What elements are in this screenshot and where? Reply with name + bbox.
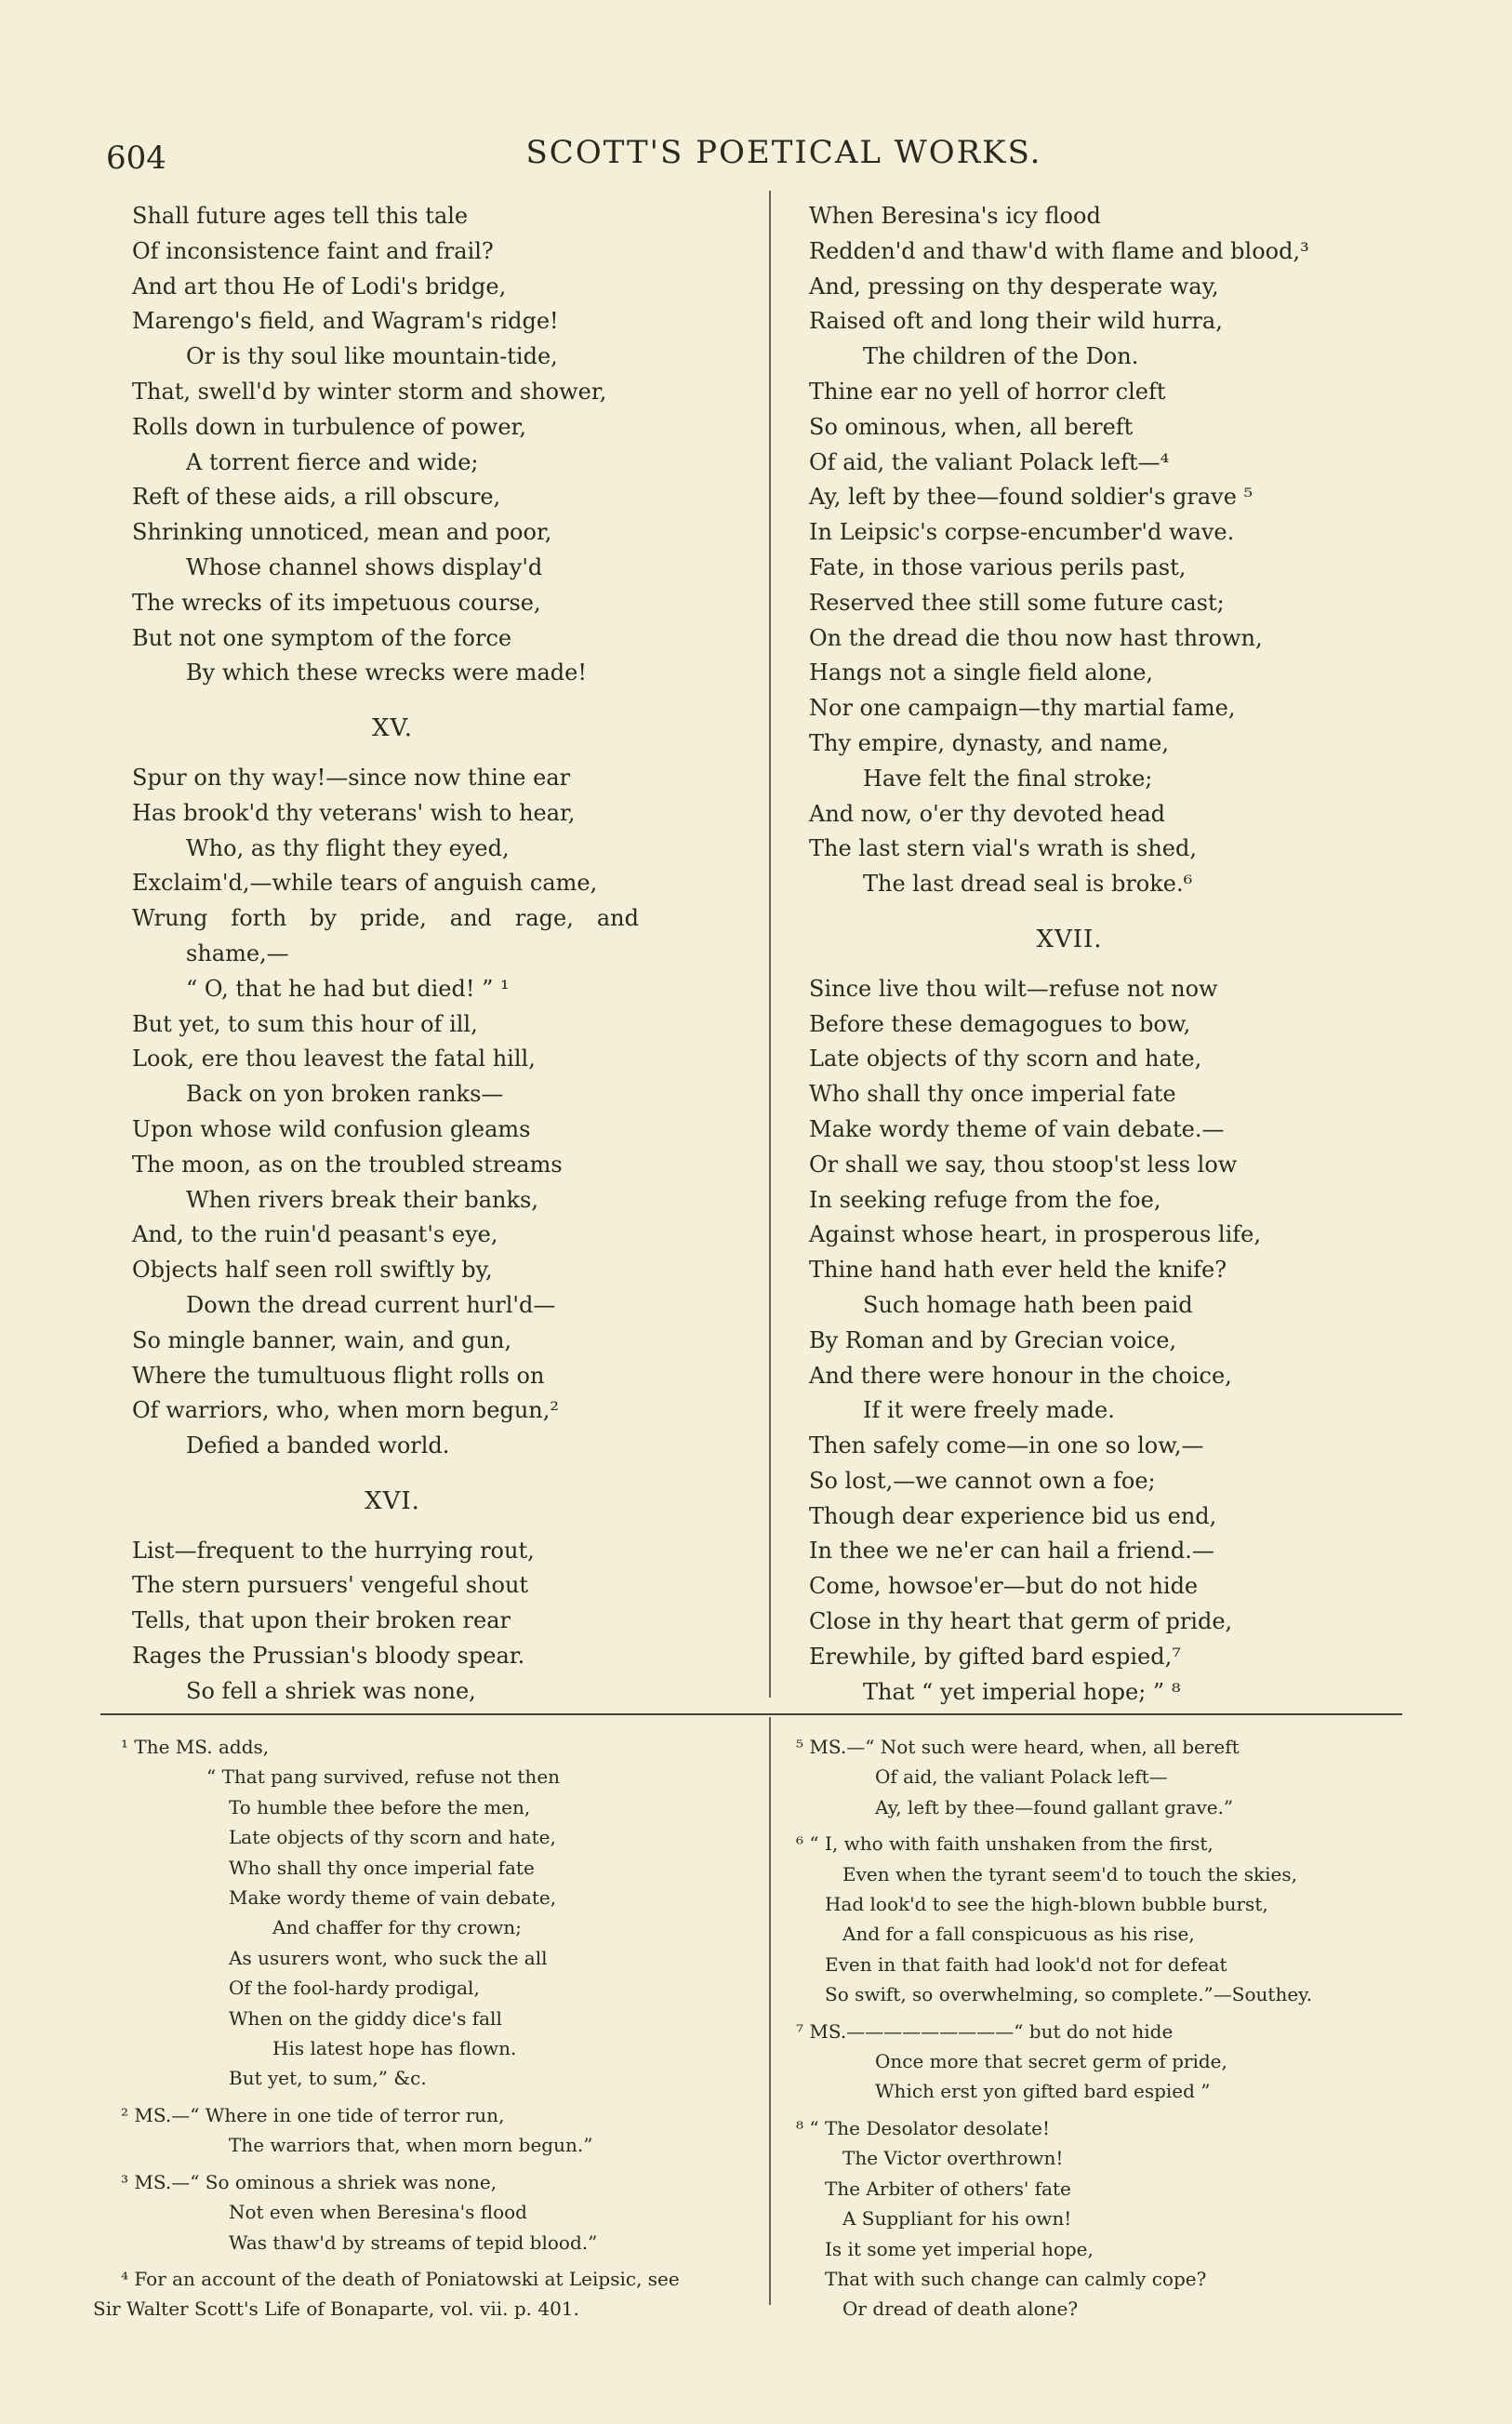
verse-line: By Roman and by Grecian voice,	[809, 1326, 1177, 1353]
verse-line: A torrent fierce and wide;	[186, 448, 479, 475]
footnote-line: ⁷ MS.—————————“ but do not hide	[796, 2019, 1174, 2043]
column-divider	[769, 191, 771, 1698]
footnote-line: Was thaw'd by streams of tepid blood.”	[229, 2231, 598, 2254]
verse-line: In thee we ne'er can hail a friend.—	[809, 1538, 1214, 1565]
footnote-line: ² MS.—“ Where in one tide of terror run,	[121, 2103, 505, 2126]
verse-line: So mingle banner, wain, and gun,	[132, 1326, 512, 1353]
page-number: 604	[106, 140, 166, 177]
verse-line: And now, o'er thy devoted head	[809, 800, 1166, 827]
verse-line: Have felt the final stroke;	[863, 765, 1153, 792]
footnote-line: The Arbiter of others' fate	[825, 2177, 1071, 2200]
footnote-line: Which erst yon gifted bard espied ”	[875, 2080, 1211, 2103]
verse-line: Come, howsoe'er—but do not hide	[809, 1573, 1199, 1600]
verse-line: The children of the Don.	[863, 343, 1139, 370]
verse-line: Has brook'd thy veterans' wish to hear,	[132, 799, 576, 826]
verse-line: Of aid, the valiant Polack left—⁴	[809, 448, 1170, 475]
verse-line: If it were freely made.	[863, 1397, 1115, 1424]
verse-line: Reserved thee still some future cast;	[809, 589, 1225, 616]
footnote-line: As usurers wont, who suck the all	[229, 1946, 548, 1969]
verse-line: When rivers break their banks,	[186, 1186, 538, 1213]
footnotes-right	[0, 1732, 1512, 2324]
verse-line: Upon whose wild confusion gleams	[132, 1115, 531, 1142]
verse-line: Close in thy heart that germ of pride,	[809, 1608, 1233, 1635]
footnote-line: The Victor overthrown!	[842, 2147, 1064, 2170]
stanza-heading: XVI.	[365, 1486, 420, 1515]
verse-line: In Leipsic's corpse-encumber'd wave.	[809, 519, 1235, 546]
verse-line: shame,—	[186, 939, 289, 966]
verse-line: So ominous, when, all bereft	[809, 413, 1134, 440]
verse-line: Thine ear no yell of horror cleft	[809, 378, 1166, 405]
verse-line: Though dear experience bid us end,	[809, 1502, 1217, 1529]
verse-line: Marengo's field, and Wagram's ridge!	[132, 308, 559, 335]
verse-line: Defied a banded world.	[186, 1432, 450, 1459]
footnote-rule	[100, 1713, 1402, 1715]
verse-line: Look, ere thou leavest the fatal hill,	[132, 1046, 536, 1072]
footnote-line: A Suppliant for his own!	[842, 2207, 1072, 2231]
verse-line: By which these wrecks were made!	[186, 659, 587, 686]
verse-line: In seeking refuge from the foe,	[809, 1186, 1161, 1213]
footnote-line: But yet, to sum,” &c.	[229, 2067, 427, 2090]
verse-line: The last stern vial's wrath is shed,	[809, 835, 1197, 862]
footnote-line: ⁴ For an account of the death of Poniatowski at Leipsic, see	[121, 2267, 680, 2290]
verse-line: Fate, in those various perils past,	[809, 553, 1187, 580]
footnote-line: Even when the tyrant seem'd to touch the skies,	[842, 1862, 1297, 1885]
verse-line: On the dread die thou now hast thrown,	[809, 624, 1263, 651]
footnote-line: His latest hope has flown.	[272, 2037, 517, 2060]
verse-line: Erewhile, by gifted bard espied,⁷	[809, 1643, 1181, 1670]
verse-line: And, to the ruin'd peasant's eye,	[132, 1221, 498, 1248]
verse-line: List—frequent to the hurrying rout,	[132, 1537, 535, 1564]
verse-line: Since live thou wilt—refuse not now	[809, 975, 1218, 1002]
footnote-line: ⁵ MS.—“ Not such were heard, when, all bereft	[796, 1736, 1240, 1758]
footnote-line: Sir Walter Scott's Life of Bonaparte, vol. vii. p. 401.	[93, 2297, 579, 2321]
verse-line: Rolls down in turbulence of power,	[132, 413, 527, 440]
footnote-line: Late objects of thy scorn and hate,	[229, 1826, 556, 1849]
verse-line: Hangs not a single field alone,	[809, 659, 1154, 686]
verse-line: Rages the Prussian's bloody spear.	[132, 1643, 525, 1670]
verse-line-justified: Wrung forth by pride, and rage, and	[132, 905, 639, 932]
verse-line: Who shall thy once imperial fate	[809, 1081, 1176, 1108]
footnote-line: Of aid, the valiant Polack left—	[875, 1765, 1168, 1789]
verse-line: “ O, that he had but died! ” ¹	[186, 975, 510, 1002]
verse-line: Then safely come—in one so low,—	[809, 1432, 1204, 1459]
footnote-line: ⁶ “ I, who with faith unshaken from the first,	[796, 1832, 1214, 1856]
verse-line: Where the tumultuous flight rolls on	[132, 1362, 545, 1389]
footnote-line: When on the giddy dice's fall	[229, 2006, 502, 2030]
verse-line: The stern pursuers' vengeful shout	[132, 1572, 529, 1599]
verse-line: Of inconsistence faint and frail?	[132, 237, 494, 264]
verse-line: Redden'd and thaw'd with flame and blood,³	[809, 237, 1309, 264]
footnote-line: Had look'd to see the high-blown bubble burst,	[825, 1893, 1268, 1916]
verse-line: Back on yon broken ranks—	[186, 1081, 504, 1108]
stanza-heading: XVII.	[1036, 925, 1103, 953]
verse-line: Down the dread current hurl'd—	[186, 1291, 556, 1318]
verse-line: Before these demagogues to bow,	[809, 1010, 1191, 1037]
verse-line: Or is thy soul like mountain-tide,	[186, 343, 558, 370]
footnote-line: And for a fall conspicuous as his rise,	[842, 1923, 1195, 1946]
verse-line: Raised oft and long their wild hurra,	[809, 308, 1223, 335]
verse-line: Shall future ages tell this tale	[132, 203, 469, 229]
verse-line: The last dread seal is broke.⁶	[863, 871, 1193, 898]
footnote-line: Make wordy theme of vain debate,	[229, 1886, 557, 1910]
footnote-line: ¹ The MS. adds,	[121, 1736, 270, 1758]
verse-line: That “ yet imperial hope; ” ⁸	[863, 1678, 1181, 1705]
verse-line: Tells, that upon their broken rear	[132, 1607, 511, 1634]
verse-line: But not one symptom of the force	[132, 624, 512, 651]
verse-line: Spur on thy way!—since now thine ear	[132, 764, 571, 791]
verse-line: Nor one campaign—thy martial fame,	[809, 695, 1236, 722]
footnote-line: That with such change can calmly cope?	[825, 2267, 1207, 2290]
verse-line: Whose channel shows display'd	[186, 553, 543, 580]
verse-line: Objects half seen roll swiftly by,	[132, 1257, 493, 1284]
verse-line: The moon, as on the troubled streams	[132, 1151, 563, 1178]
footnote-line: The warriors that, when morn begun.”	[229, 2134, 593, 2157]
verse-line: Against whose heart, in prosperous life,	[809, 1221, 1261, 1248]
verse-line: Thy empire, dynasty, and name,	[809, 729, 1169, 756]
footnote-line: To humble thee before the men,	[229, 1795, 531, 1818]
footnote-line: Once more that secret germ of pride,	[875, 2050, 1227, 2073]
verse-line: Shrinking unnoticed, mean and poor,	[132, 519, 552, 546]
verse-line: Such homage hath been paid	[863, 1291, 1193, 1318]
footnote-line: So swift, so overwhelming, so complete.”—Southey.	[825, 1983, 1313, 2006]
footnote-line: Ay, left by thee—found gallant grave.”	[875, 1795, 1234, 1818]
poem-left-column	[132, 199, 746, 1710]
footnote-line: ⁸ “ The Desolator desolate!	[796, 2116, 1051, 2139]
footnote-line: Or dread of death alone?	[842, 2297, 1079, 2321]
footnote-line: Even in that faith had look'd not for defeat	[825, 1952, 1227, 1976]
footnote-line: “ That pang survived, refuse not then	[206, 1765, 561, 1789]
verse-line: Of warriors, who, when morn begun,²	[132, 1397, 560, 1424]
footnote-line: Who shall thy once imperial fate	[229, 1856, 535, 1879]
verse-line: Make wordy theme of vain debate.—	[809, 1115, 1225, 1142]
verse-line: Thine hand hath ever held the knife?	[809, 1257, 1227, 1284]
verse-line: Who, as thy flight they eyed,	[186, 834, 510, 861]
verse-line: Late objects of thy scorn and hate,	[809, 1046, 1202, 1072]
poem-right-column	[809, 199, 1423, 1710]
verse-line: And there were honour in the choice,	[809, 1362, 1232, 1389]
verse-line: Exclaim'd,—while tears of anguish came,	[132, 870, 598, 897]
footnote-line: ³ MS.—“ So ominous a shriek was none,	[121, 2170, 497, 2193]
verse-line: That, swell'd by winter storm and shower,	[132, 378, 607, 405]
footnote-line: Of the fool-hardy prodigal,	[229, 1977, 480, 2000]
verse-line: Or shall we say, thou stoop'st less low	[809, 1151, 1238, 1178]
footnote-line: And chaffer for thy crown;	[272, 1916, 522, 1939]
verse-line: So fell a shriek was none,	[186, 1677, 476, 1704]
footnote-line: Not even when Beresina's flood	[229, 2201, 527, 2224]
verse-line: But yet, to sum this hour of ill,	[132, 1010, 478, 1037]
stanza-heading: XV.	[371, 714, 413, 743]
verse-line: And, pressing on thy desperate way,	[809, 273, 1219, 300]
footnote-line: Is it some yet imperial hope,	[825, 2237, 1094, 2260]
verse-line: And art thou He of Lodi's bridge,	[132, 273, 507, 300]
verse-line: Reft of these aids, a rill obscure,	[132, 484, 501, 511]
running-title: SCOTT'S POETICAL WORKS.	[525, 134, 1042, 171]
verse-line: The wrecks of its impetuous course,	[132, 589, 541, 616]
verse-line: Ay, left by thee—found soldier's grave ⁵	[809, 484, 1253, 511]
verse-line: When Beresina's icy flood	[809, 203, 1101, 229]
verse-line: So lost,—we cannot own a foe;	[809, 1467, 1156, 1494]
